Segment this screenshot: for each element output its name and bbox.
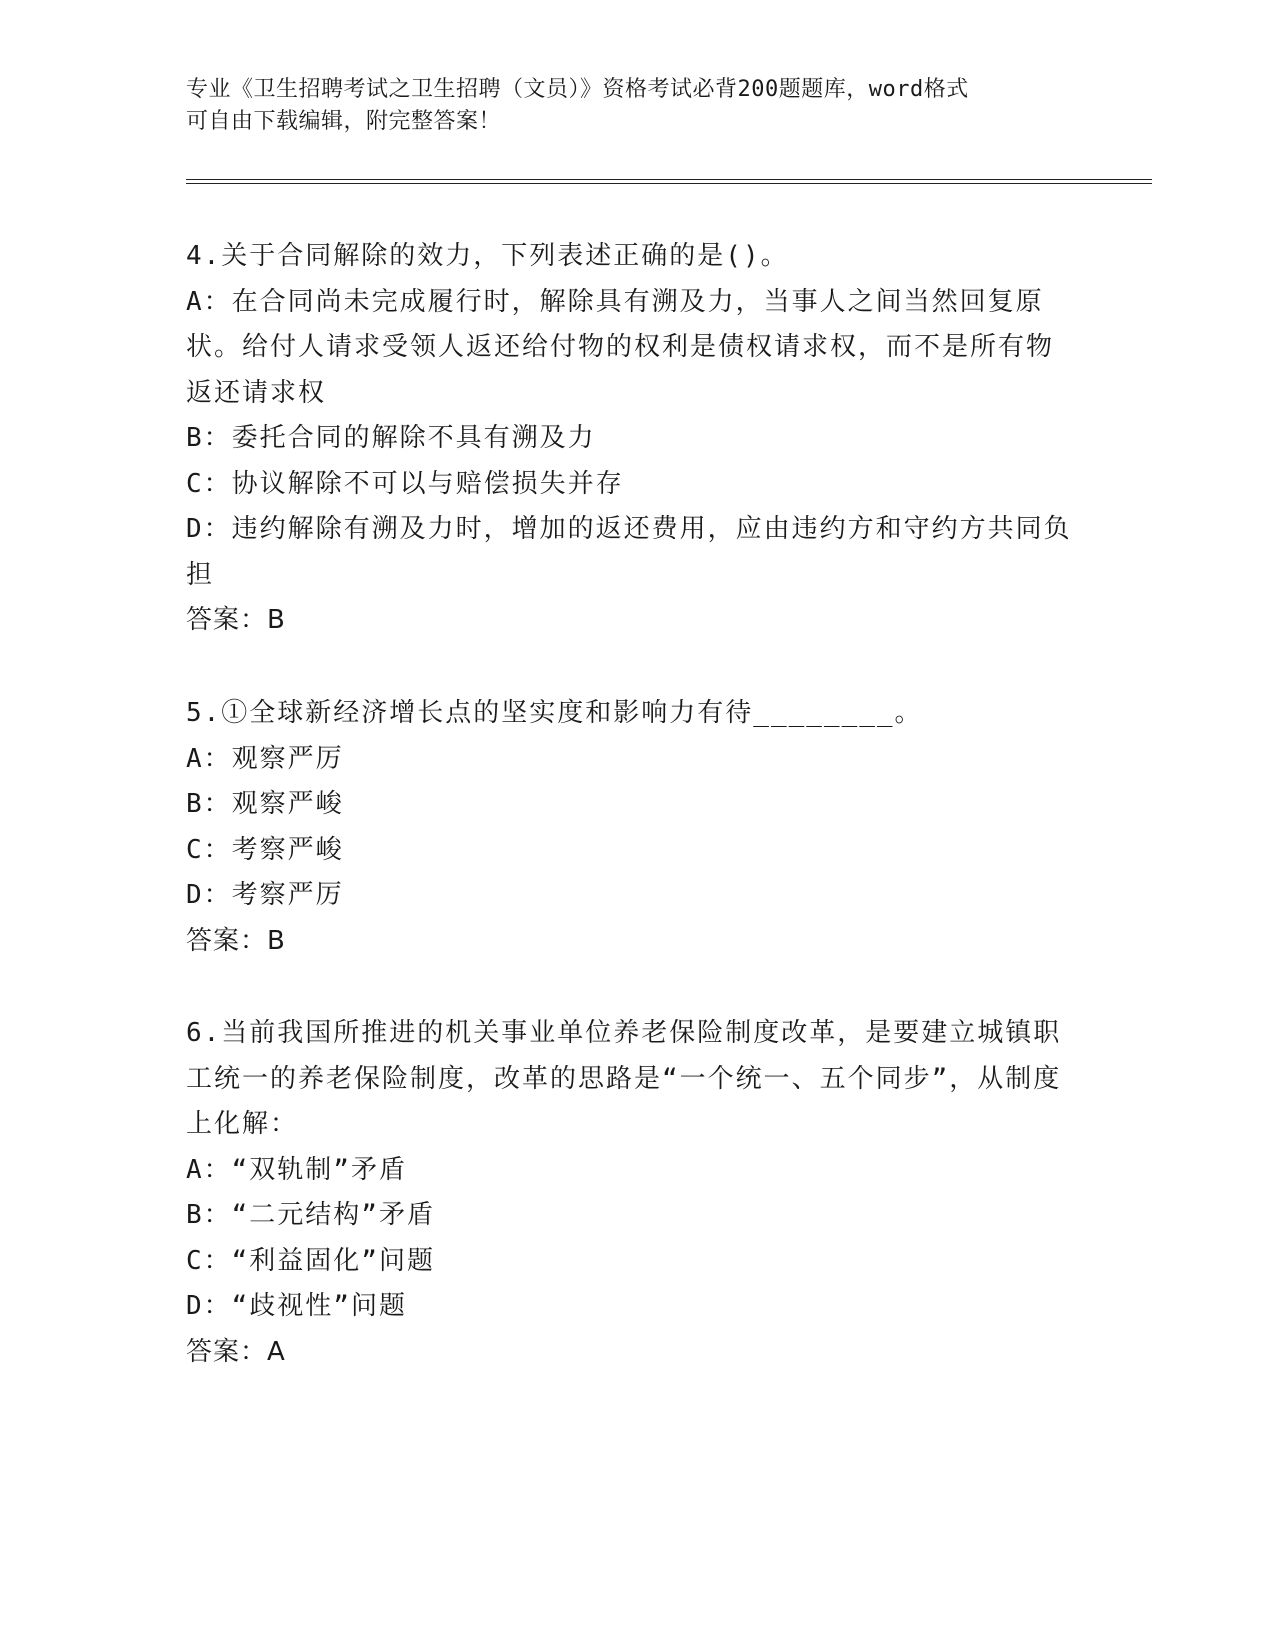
option-c: C：协议解除不可以与赔偿损失并存: [186, 468, 624, 499]
document-header: [186, 74, 1066, 138]
option-a: A：“双轨制”矛盾: [186, 1154, 407, 1185]
answer-label: 答案：B: [186, 925, 286, 956]
header-line-2: 可自由下载编辑，附完整答案！: [186, 109, 502, 134]
answer-label: 答案：A: [186, 1336, 286, 1367]
header-rule-top: [186, 179, 1152, 180]
option-a: A：在合同尚未完成履行时，解除具有溯及力，当事人之间当然回复原状。给付人请求受领人返还给付物的权利是债权请求权，而不是所有物返还请求权: [186, 286, 1055, 408]
question-stem: 6.当前我国所推进的机关事业单位养老保险制度改革，是要建立城镇职工统一的养老保险制度，改革的思路是“一个统一、五个同步”，从制度上化解：: [186, 1018, 1062, 1139]
header-line-1: 专业《卫生招聘考试之卫生招聘（文员）》资格考试必背200题题库，word格式: [186, 77, 969, 102]
option-a: A：观察严厉: [186, 743, 344, 774]
header-rule-bottom: [186, 183, 1152, 184]
option-b: B：观察严峻: [186, 789, 344, 819]
option-d: D：考察严厉: [186, 880, 344, 910]
question-4: [186, 234, 1076, 644]
question-stem: 5.①全球新经济增长点的坚实度和影响力有待________。: [186, 698, 923, 728]
option-c: C：“利益固化”问题: [186, 1245, 435, 1276]
option-d: D：“歧视性”问题: [186, 1291, 407, 1321]
question-stem: 4.关于合同解除的效力，下列表述正确的是()。: [186, 241, 789, 271]
option-b: B：委托合同的解除不具有溯及力: [186, 423, 596, 453]
option-b: B：“二元结构”矛盾: [186, 1200, 435, 1230]
question-5: [186, 691, 1076, 964]
option-d: D：违约解除有溯及力时，增加的返还费用，应由违约方和守约方共同负担: [186, 514, 1072, 590]
option-c: C：考察严峻: [186, 834, 344, 865]
question-6: [186, 1011, 1076, 1375]
answer-label: 答案：B: [186, 605, 286, 635]
